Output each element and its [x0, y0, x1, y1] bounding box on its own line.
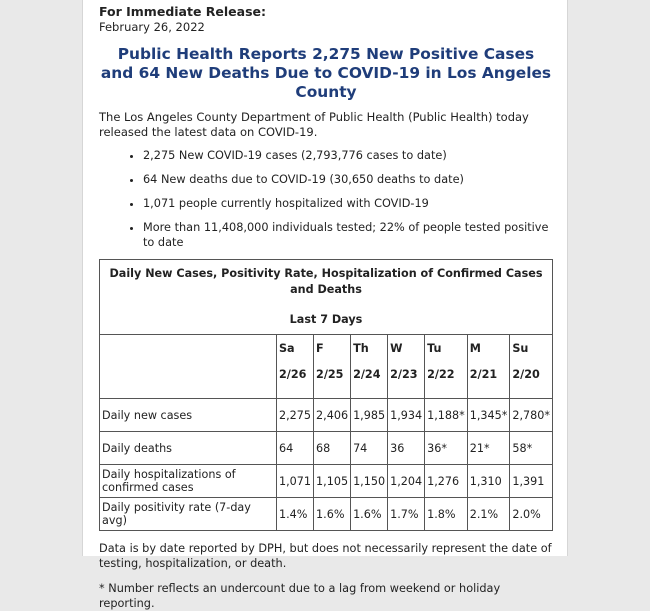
intro-paragraph: The Los Angeles County Department of Public Health (Public Health) today released the latest data on COVID-19. [99, 110, 529, 139]
table-cell: 36 [388, 432, 425, 465]
row-label: Daily positivity rate (7-day avg) [100, 498, 277, 531]
table-cell: 36* [425, 432, 468, 465]
table-cell: 64 [277, 432, 314, 465]
list-item: • More than 11,408,000 individuals tested; 22% of people tested positive to date [143, 220, 553, 250]
table-cell: 2.1% [467, 498, 510, 531]
row-label: Daily deaths [100, 432, 277, 465]
table-header-day: Th 2/24 [351, 335, 388, 399]
table-cell: 1,391 [510, 465, 553, 498]
table-header-day: W 2/23 [388, 335, 425, 399]
table-cell: 1.6% [351, 498, 388, 531]
table-cell: 2,275 [277, 399, 314, 432]
data-note: Data is by date reported by DPH, but does not necessarily represent the date of testing, hospitalization, or death. [99, 542, 552, 570]
table-row [100, 432, 553, 465]
release-label: For Immediate Release: [99, 4, 267, 19]
table-header-day: Su 2/20 [510, 335, 553, 399]
table-header-day: M 2/21 [467, 335, 510, 399]
table-subtitle: Last 7 Days [289, 313, 363, 326]
footnote: * Number reflects an undercount due to a lag from weekend or holiday reporting. [99, 582, 501, 610]
table-row [100, 399, 553, 432]
table-cell: 1,150 [351, 465, 388, 498]
table-cell: 1.8% [425, 498, 468, 531]
table-cell: 2.0% [510, 498, 553, 531]
table-cell: 1,188* [425, 399, 468, 432]
table-header-day: F 2/25 [314, 335, 351, 399]
headline: Public Health Reports 2,275 New Positive Cases and 64 New Deaths Due to COVID-19 in Los Angeles County [100, 45, 552, 101]
table-cell: 1,985 [351, 399, 388, 432]
table-title: Daily New Cases, Positivity Rate, Hospitalization of Confirmed Cases and Deaths [109, 267, 543, 296]
table-cell: 1,071 [277, 465, 314, 498]
row-label: Daily new cases [100, 399, 277, 432]
table-header-day: Sa 2/26 [277, 335, 314, 399]
release-date: February 26, 2022 [99, 20, 205, 34]
table-caption [100, 260, 553, 335]
table-cell: 2,406 [314, 399, 351, 432]
table-header-empty [100, 335, 277, 399]
table-cell: 1,345* [467, 399, 510, 432]
table-cell: 58* [510, 432, 553, 465]
table-cell: 1.6% [314, 498, 351, 531]
table-row [100, 498, 553, 531]
row-label: Daily hospitalizations of confirmed cases [100, 465, 277, 498]
table-cell: 1.7% [388, 498, 425, 531]
table-cell: 21* [467, 432, 510, 465]
table-cell: 1,276 [425, 465, 468, 498]
list-item: • 64 New deaths due to COVID-19 (30,650 deaths to date) [143, 172, 553, 187]
list-item: • 1,071 people currently hospitalized with COVID-19 [143, 196, 553, 211]
press-release-page [82, 0, 568, 610]
list-item: • 2,275 New COVID-19 cases (2,793,776 cases to date) [143, 148, 553, 163]
table-cell: 1,204 [388, 465, 425, 498]
key-stats-list [99, 148, 553, 250]
table-cell: 74 [351, 432, 388, 465]
daily-stats-table [99, 259, 553, 531]
table-header-day: Tu 2/22 [425, 335, 468, 399]
table-cell: 1,105 [314, 465, 351, 498]
table-cell: 1,310 [467, 465, 510, 498]
table-cell: 1.4% [277, 498, 314, 531]
table-cell: 68 [314, 432, 351, 465]
table-row [100, 465, 553, 498]
table-cell: 2,780* [510, 399, 553, 432]
table-cell: 1,934 [388, 399, 425, 432]
